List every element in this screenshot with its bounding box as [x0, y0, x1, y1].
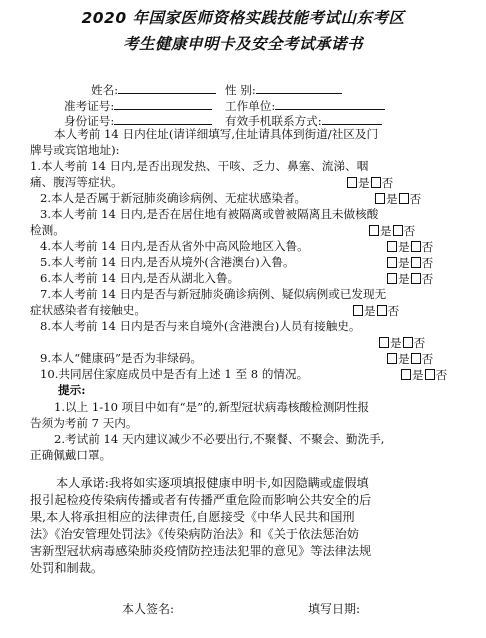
- exam-number-input[interactable]: [114, 97, 212, 110]
- question-7-line2: 症状感染者有接触史。: [30, 303, 146, 317]
- form-title-line1: 2020 年国家医师资格实践技能考试山东考区: [81, 9, 405, 27]
- address-prompt-line1: 本人考前 14 日内住址(请详细填写,住址请具体到街道/社区及门: [54, 127, 379, 141]
- pledge-line2: 报引起检疫传染病传播或者有传播严重危险而影响公共安全的后: [30, 493, 372, 507]
- question-1-line2: 痛、腹泻等症状。: [30, 175, 123, 189]
- q6-no-checkbox[interactable]: [411, 273, 421, 284]
- question-1-choice: [346, 175, 393, 191]
- q10-yes-checkbox[interactable]: [401, 369, 411, 380]
- q10-no-checkbox[interactable]: [425, 369, 435, 380]
- question-6-line1: 6.本人考前 14 日内,是否从湖北入鲁。: [40, 271, 240, 285]
- work-unit-input[interactable]: [275, 97, 385, 110]
- q7-no-checkbox[interactable]: [377, 305, 387, 316]
- no-label: 否: [403, 224, 416, 238]
- question-6-choice: [386, 271, 433, 287]
- question-4-line1: 4.本人考前 14 日内,是否从省外中高风险地区入鲁。: [40, 239, 309, 253]
- question-4-choice: [386, 239, 433, 255]
- question-3-line2: 检测。: [30, 223, 65, 237]
- pledge-line4: 法》《治安管理处罚法》《传染病防治法》和《关于依法惩治妨: [30, 527, 360, 541]
- yes-label: 是: [412, 368, 424, 382]
- name-field[interactable]: [91, 81, 216, 98]
- no-label: 否: [387, 304, 400, 318]
- question-10-choice: [400, 367, 447, 383]
- question-9-line1: 9.本人“健康码”是否为非绿码。: [40, 351, 203, 365]
- tips-heading: 提示:: [58, 383, 86, 397]
- q3-yes-checkbox[interactable]: [369, 225, 379, 236]
- address-prompt-line2: 牌号或宾馆地址):: [30, 143, 120, 157]
- q5-yes-checkbox[interactable]: [387, 257, 397, 268]
- yes-label: 是: [380, 224, 392, 238]
- q3-no-checkbox[interactable]: [393, 225, 403, 236]
- yes-label: 是: [398, 272, 410, 286]
- question-7-line1: 7.本人考前 14 日内是否与新冠肺炎确诊病例、疑似病例或已发现无: [40, 287, 387, 301]
- signature-label: 本人签名:: [122, 602, 175, 616]
- no-label: 否: [421, 272, 434, 286]
- question-9-choice: [386, 351, 433, 367]
- question-3-line1: 3.本人考前 14 日内,是否在居住地有被隔离或曾被隔离且未做核酸: [40, 207, 379, 221]
- question-1-line1: 1.本人考前 14 日内,是否出现发热、干咳、乏力、鼻塞、流涕、咽: [30, 159, 369, 173]
- tip-1-line1: 1.以上 1-10 项目中如有“是”的,新型冠状病毒核酸检测阴性报: [54, 400, 370, 414]
- tip-2-line1: 2.考试前 14 天内建议减少不必要出行,不聚餐、不聚会、勤洗手,: [54, 432, 385, 446]
- yes-label: 是: [390, 336, 402, 350]
- question-5-choice: [386, 255, 433, 271]
- q7-yes-checkbox[interactable]: [353, 305, 363, 316]
- question-5-line1: 5.本人考前 14 日内,是否从境外(含港澳台)入鲁。: [40, 255, 295, 269]
- q6-yes-checkbox[interactable]: [387, 273, 397, 284]
- no-label: 否: [381, 176, 394, 190]
- name-label: 姓名:: [91, 83, 119, 97]
- date-label: 填写日期:: [308, 602, 361, 616]
- pledge-line6: 处罚和制裁。: [30, 561, 104, 575]
- question-8-line1: 8.本人考前 14 日内是否与来自境外(含港澳台)人员有接触史。: [40, 319, 361, 333]
- yes-label: 是: [398, 256, 410, 270]
- q5-no-checkbox[interactable]: [411, 257, 421, 268]
- phone-label: 有效手机联系方式:: [225, 114, 322, 128]
- gender-label: 性 别:: [225, 83, 256, 97]
- gender-field[interactable]: [225, 81, 342, 98]
- pledge-line3: 果,本人将承担相应的法律责任,自愿接受《中华人民共和国刑: [30, 510, 355, 524]
- q9-no-checkbox[interactable]: [411, 353, 421, 364]
- yes-label: 是: [398, 240, 410, 254]
- form-title-line2: 考生健康申明卡及安全考试承诺书: [122, 35, 363, 53]
- no-label: 否: [413, 336, 426, 350]
- yes-label: 是: [398, 352, 410, 366]
- question-2-choice: [374, 191, 421, 207]
- pledge-line1: 本人承诺:我将如实逐项填报健康申明卡,如因隐瞒或虚假填: [56, 476, 369, 490]
- q2-no-checkbox[interactable]: [399, 193, 409, 204]
- question-7-choice: [352, 303, 399, 319]
- q4-yes-checkbox[interactable]: [387, 241, 397, 252]
- no-label: 否: [421, 256, 434, 270]
- yes-label: 是: [364, 304, 376, 318]
- name-input[interactable]: [118, 81, 216, 94]
- question-10-line1: 10.共同居住家庭成员中是否有上述 1 至 8 的情况。: [40, 367, 309, 381]
- yes-label: 是: [358, 176, 370, 190]
- pledge-line5: 害新型冠状病毒感染肺炎疫情防控违法犯罪的意见》等法律法规: [30, 544, 372, 558]
- id-number-input[interactable]: [114, 112, 212, 125]
- question-3-choice: [368, 223, 415, 239]
- q9-yes-checkbox[interactable]: [387, 353, 397, 364]
- no-label: 否: [421, 352, 434, 366]
- id-number-label: 身份证号:: [64, 114, 115, 128]
- phone-input[interactable]: [322, 112, 382, 125]
- tip-1-line2: 告须为考前 7 天内。: [30, 416, 138, 430]
- q2-yes-checkbox[interactable]: [375, 193, 385, 204]
- gender-input[interactable]: [256, 81, 342, 94]
- q4-no-checkbox[interactable]: [411, 241, 421, 252]
- q8-no-checkbox[interactable]: [403, 337, 413, 348]
- yes-label: 是: [386, 192, 398, 206]
- no-label: 否: [409, 192, 422, 206]
- question-8-choice: [378, 335, 425, 351]
- q1-yes-checkbox[interactable]: [347, 177, 357, 188]
- no-label: 否: [421, 240, 434, 254]
- no-label: 否: [435, 368, 448, 382]
- q8-yes-checkbox[interactable]: [379, 337, 389, 348]
- q1-no-checkbox[interactable]: [371, 177, 381, 188]
- tip-2-line2: 正确佩戴口罩。: [30, 448, 112, 462]
- work-unit-label: 工作单位:: [225, 99, 276, 113]
- question-2-line1: 2.本人是否属于新冠肺炎确诊病例、无症状感染者。: [40, 191, 307, 205]
- exam-number-label: 准考证号:: [64, 99, 115, 113]
